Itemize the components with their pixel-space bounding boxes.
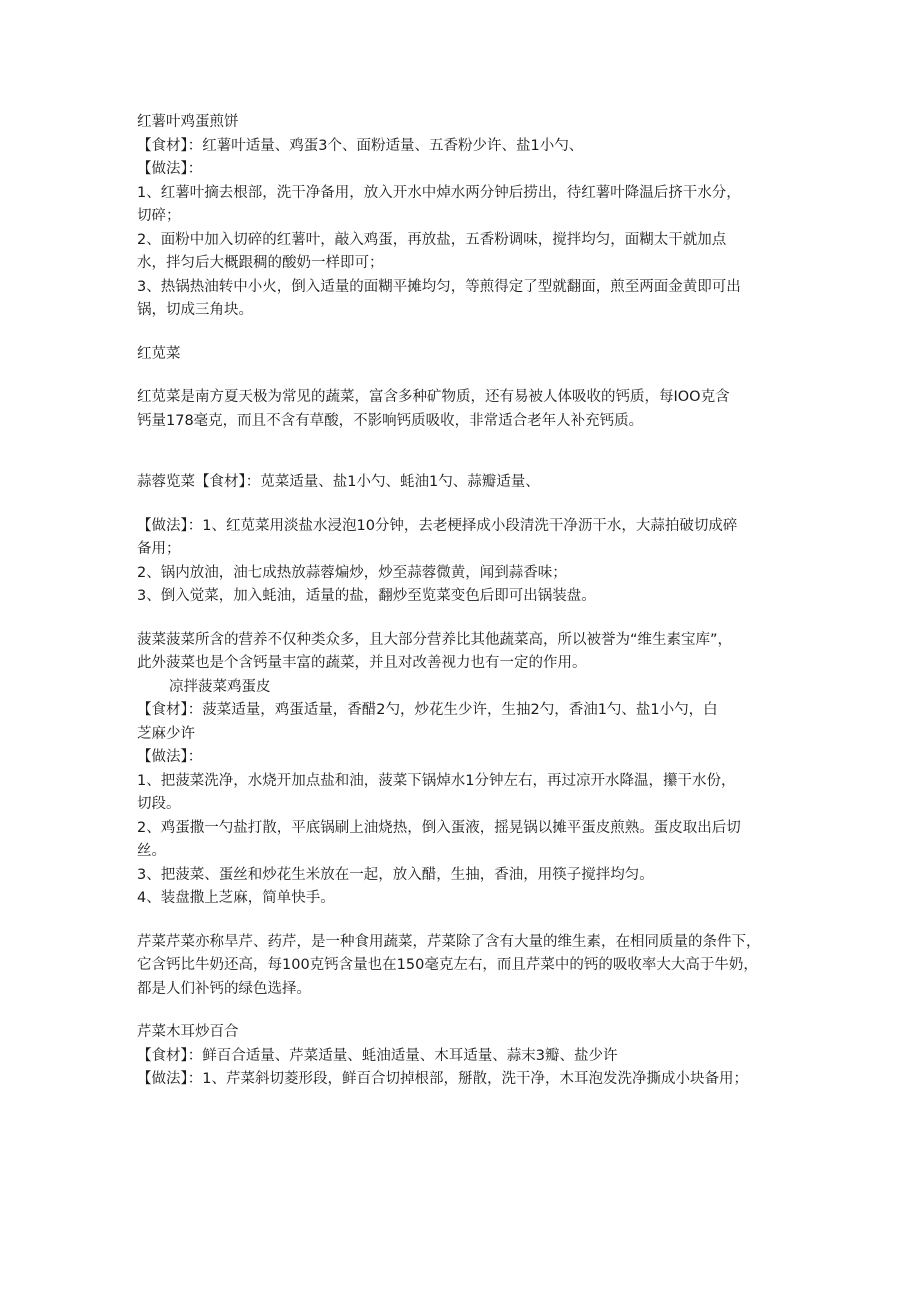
recipe-title: 凉拌菠菜鸡蛋皮 [169, 678, 271, 695]
recipe-spinach-egg-skin [137, 629, 793, 911]
intro-line-2: 它含钙比牛奶还高，每100克钙含量也在150毫克左右，而且芹菜中的钙的吸收率大大高于牛奶， [137, 957, 758, 973]
section-celery [137, 931, 793, 1002]
method-label: 【做法】： [137, 749, 203, 765]
step-3-line: 3、倒入觉菜，加入蚝油，适量的盐，翻炒至览菜变色后即可出锅装盘。 [137, 588, 596, 604]
ingredients-line-2: 芝麻少许 [137, 725, 195, 742]
step-2-line-2: 水，拌匀后大概跟稠的酸奶一样即可； [137, 255, 384, 271]
section-red-amaranth [137, 343, 793, 434]
step-1-line-2: 备用； [137, 541, 181, 557]
recipe-garlic-amaranth [137, 471, 793, 609]
step-2-line-1: 2、鸡蛋撒一勺盐打散，平底锅刷上油烧热，倒入蛋液，摇晃锅以摊平蛋皮煎熟。蛋皮取出后切 [137, 819, 741, 836]
recipe-sweet-potato-leaf-pancake [137, 111, 793, 323]
step-2-line-2: 丝。 [137, 843, 166, 859]
step-3-line-2: 锅，切成三角块。 [137, 302, 253, 318]
step-3-line: 3、把菠菜、蛋丝和炒花生米放在一起，放入醋，生抽，香油，用筷子搅拌均匀。 [137, 866, 654, 883]
step-1-line-1: 【做法】：1、红苋菜用淡盐水浸泡10分钟，去老梗择成小段清洗干净沥干水，大蒜拍破切成碎 [137, 517, 738, 534]
ingredients-line: 【食材】：红薯叶适量、鸡蛋3个、面粉适量、五香粉少许、盐1小勺、 [137, 137, 584, 154]
intro-line-2: 此外菠菜也是个含钙量丰富的蔬菜，并且对改善视力也有一定的作用。 [137, 655, 587, 671]
recipe-title: 芹菜木耳炒百合 [137, 1024, 239, 1040]
method-label: 【做法】： [137, 161, 203, 177]
title-ingredients-line: 蒜蓉览菜【食材】：苋菜适量、盐1小勺、蚝油1勺、蒜瓣适量、 [137, 474, 540, 490]
ingredients-line: 【食材】：鲜百合适量、芹菜适量、蚝油适量、木耳适量、蒜末3瓣、盐少许 [137, 1047, 618, 1064]
step-2-line-1: 2、面粉中加入切碎的红薯叶，敲入鸡蛋，再放盐，五香粉调味，搅拌均匀，面糊太干就加点 [137, 231, 727, 248]
step-2-line: 2、锅内放油，油七成热放蒜蓉煸炒，炒至蒜蓉微黄，闻到蒜香味； [137, 564, 567, 581]
intro-line-1: 芹菜芹菜亦称旱芹、药芹，是一种食用蔬菜，芹菜除了含有大量的维生素，在相同质量的条件下， [137, 933, 761, 950]
intro-line-1: 红苋菜是南方夏天极为常见的蔬菜，富含多种矿物质，还有易被人体吸收的钙质，每IOO克含 [137, 389, 730, 405]
step-1-line: 【做法】：1、芹菜斜切菱形段，鲜百合切掉根部，掰散，洗干净，木耳泡发洗净撕成小块备用； [137, 1071, 748, 1087]
ingredients-line-1: 【食材】：菠菜适量，鸡蛋适量，香醋2勺，炒花生少许，生抽2勺，香油1勺、盐1小勺，白 [137, 702, 718, 718]
document-page [137, 111, 793, 1092]
step-1-line-1: 1、红薯叶摘去根部，洗干净备用，放入开水中焯水两分钟后捞出，待红薯叶降温后挤干水分， [137, 184, 741, 201]
intro-line-3: 都是人们补钙的绿色选择。 [137, 980, 311, 997]
step-4-line: 4、装盘撒上芝麻，简单快手。 [137, 890, 335, 906]
step-3-line-1: 3、热锅热油转中小火，倒入适量的面糊平摊均匀，等煎得定了型就翻面，煎至两面金黄即可出 [137, 278, 741, 295]
recipe-celery-fungus-lily [137, 1021, 793, 1092]
intro-line-2: 钙量178毫克，而且不含有草酸，不影响钙质吸收，非常适合老年人补充钙质。 [137, 412, 644, 429]
step-1-line-2: 切碎； [137, 208, 181, 224]
step-1-line-1: 1、把菠菜洗净，水烧开加点盐和油，菠菜下锅焯水1分钟左右，再过凉开水降温，攥干水份， [137, 772, 736, 789]
recipe-title: 红薯叶鸡蛋煎饼 [137, 114, 239, 130]
step-1-line-2: 切段。 [137, 796, 181, 812]
intro-line-1: 菠菜菠菜所含的营养不仅种类众多，且大部分营养比其他蔬菜高，所以被誉为“维生素宝库”， [137, 631, 733, 648]
section-title: 红苋菜 [137, 345, 181, 362]
